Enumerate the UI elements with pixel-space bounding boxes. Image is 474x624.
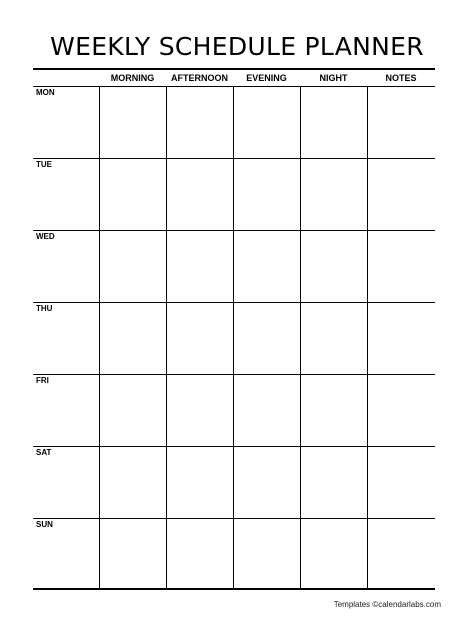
row-divider <box>33 230 435 231</box>
day-label-tue: TUE <box>36 160 52 169</box>
column-divider <box>166 86 167 589</box>
column-divider <box>99 86 100 589</box>
column-header-morning: MORNING <box>110 73 155 83</box>
column-header-night: NIGHT <box>319 73 348 83</box>
day-label-fri: FRI <box>36 376 49 385</box>
row-divider <box>33 158 435 159</box>
day-label-mon: MON <box>36 88 55 97</box>
schedule-grid <box>33 68 435 590</box>
day-label-sun: SUN <box>36 520 53 529</box>
column-header-notes: NOTES <box>385 73 417 83</box>
column-header-evening: EVENING <box>246 73 287 83</box>
day-label-sat: SAT <box>36 448 52 457</box>
row-divider <box>33 518 435 519</box>
column-header-afternoon: AFTERNOON <box>171 73 228 83</box>
row-divider <box>33 446 435 447</box>
column-divider <box>367 86 368 589</box>
row-divider <box>33 302 435 303</box>
day-label-wed: WED <box>36 232 55 241</box>
header-rule <box>33 86 435 87</box>
day-label-thu: THU <box>36 304 53 313</box>
column-divider <box>300 86 301 589</box>
column-divider <box>233 86 234 589</box>
footer-credit: Templates ©calendarlabs.com <box>333 600 441 609</box>
row-divider <box>33 374 435 375</box>
page-title: WEEKLY SCHEDULE PLANNER <box>50 32 424 61</box>
top-rule <box>33 68 435 70</box>
bottom-rule <box>33 588 435 590</box>
